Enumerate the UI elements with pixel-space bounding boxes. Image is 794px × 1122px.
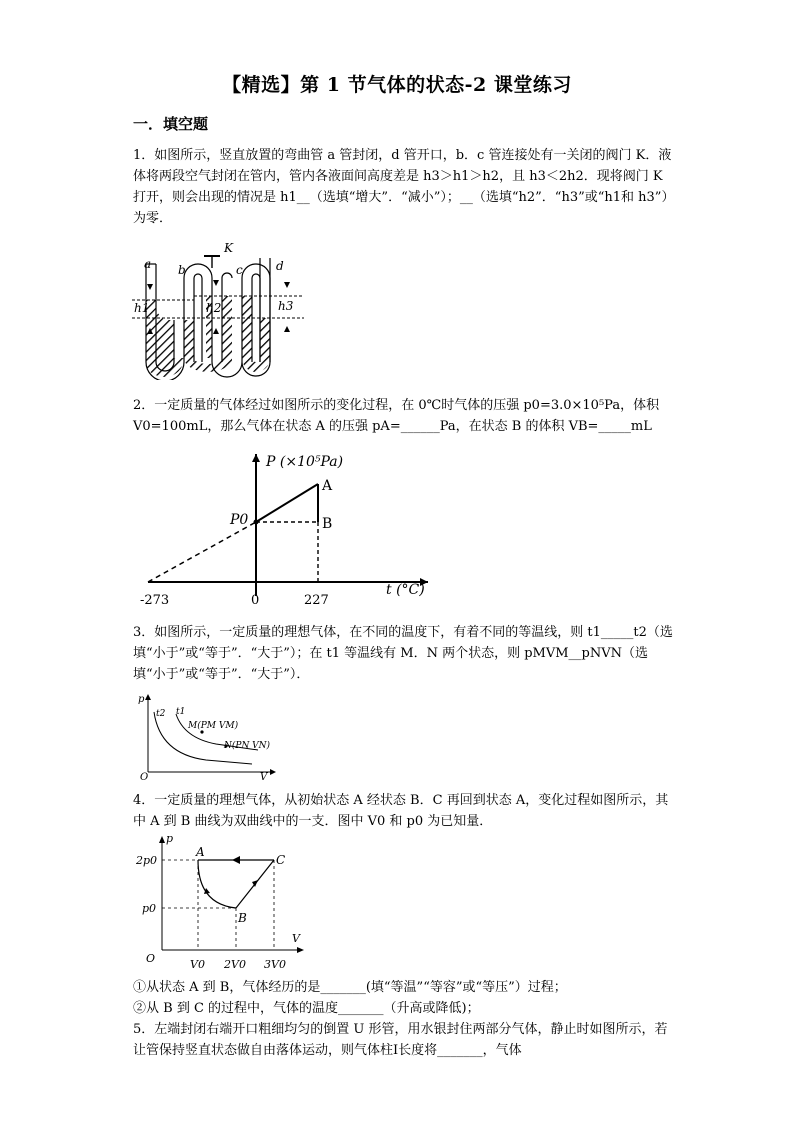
tick-2p0: 2p0 [136, 854, 158, 867]
question-4-text: 4．一定质量的理想气体，从初始状态 A 经状态 B．C 再回到状态 A，变化过程如图所示，其中 A 到 B 曲线为双曲线中的一支．图中 V0 和 p0 为已知量． [133, 793, 669, 829]
axis-v: V [260, 772, 268, 782]
question-4-sub-2: ②从 B 到 C 的过程中，气体的温度_______（升高或降低)； [133, 1001, 480, 1016]
liquid-d-leg [260, 318, 270, 362]
tick-minus-273: -273 [140, 593, 170, 608]
question-2-text: 2．一定质量的气体经过如图所示的变化过程，在 0℃时气体的压强 p0=3.0×10⁵Pa，体积 V0=100mL，那么气体在状态 A 的压强 pA=______Pa，在状态 B 的体积 VB=_____mL [133, 398, 660, 434]
liquid-c2-leg [242, 296, 252, 362]
tick-227: 227 [304, 593, 329, 608]
tick-p0: p0 [142, 902, 157, 915]
axis-t-label: t (°C) [386, 582, 425, 598]
origin-o: O [140, 772, 149, 782]
label-k: K [224, 241, 233, 255]
tick-3v0: 3V0 [264, 958, 286, 971]
liquid-c-leg [222, 296, 232, 362]
axis-v: V [292, 932, 300, 945]
label-p0: P0 [230, 512, 249, 528]
question-5-text: 5．左端封闭右端开口粗细均匀的倒置 U 形管，用水银封住两部分气体，静止时如图所示，若让管保持竖直状态做自由落体运动，则气体柱Ⅰ长度将_______，气体 [133, 1022, 668, 1058]
liquid-right-bottom [242, 358, 270, 372]
page-title: 【精选】第 1 节气体的状态-2 课堂练习 [222, 74, 572, 96]
label-b: b [178, 263, 186, 277]
figure-isotherms [134, 690, 282, 782]
label-c: c [236, 263, 243, 277]
label-b: B [238, 911, 247, 925]
label-a: a [144, 257, 152, 271]
question-3-text: 3．如图所示，一定质量的理想气体，在不同的温度下，有着不同的等温线，则 t1_____t2（选填“小于”或“等于”．“大于”）；在 t1 等温线有 M．N 两个状态，则 pMVM__pNVN（选填“小于”或“等于”．“大于”）． [133, 625, 673, 682]
liquid-left-mid [164, 320, 174, 364]
axis-p: p [138, 694, 145, 705]
label-t1: t1 [176, 707, 186, 717]
liquid-b-leg [184, 320, 194, 360]
label-t2: t2 [156, 709, 166, 719]
label-d: d [276, 259, 284, 273]
label-a: A [196, 845, 205, 859]
label-point-b: B [322, 516, 333, 532]
axis-p: p [166, 832, 174, 845]
liquid-mid-bottom [184, 358, 232, 372]
label-c: C [276, 853, 286, 867]
question-4-sub-1: ①从状态 A 到 B，气体经历的是_______(填“等温”“等容”或“等压”）过程； [133, 980, 567, 995]
section-heading: 一．填空题 [133, 115, 209, 133]
tick-v0: V0 [190, 958, 205, 971]
label-h1: h1 [134, 301, 150, 315]
figure-pv-cycle [136, 832, 312, 974]
label-m: M(PM VM) [188, 721, 239, 731]
question-1-text: 1．如图所示，竖直放置的弯曲管 a 管封闭，d 管开口，b．c 管连接处有一关闭的阀门 K．液体将两段空气封闭在管内，管内各液面间高度差是 h3＞h1＞h2，且 h3＜2h2．现将阀门 K 打开，则会出现的情况是 h1__（选填“增大”．“减小”）；__（选填“h2”．“h3”或“h1和 h3”）为零． [133, 148, 672, 226]
label-point-a: A [322, 478, 333, 494]
figure-pt-graph [138, 446, 438, 608]
label-n: N(PN VN) [224, 741, 271, 751]
tick-2v0: 2V0 [224, 958, 246, 971]
tick-0: 0 [251, 593, 260, 608]
axis-p-label: P (×10⁵Pa) [266, 454, 344, 470]
figure-u-tubes [132, 238, 304, 380]
origin-o: O [146, 952, 156, 965]
label-h2: h2 [206, 301, 222, 315]
label-h3: h3 [278, 299, 294, 313]
